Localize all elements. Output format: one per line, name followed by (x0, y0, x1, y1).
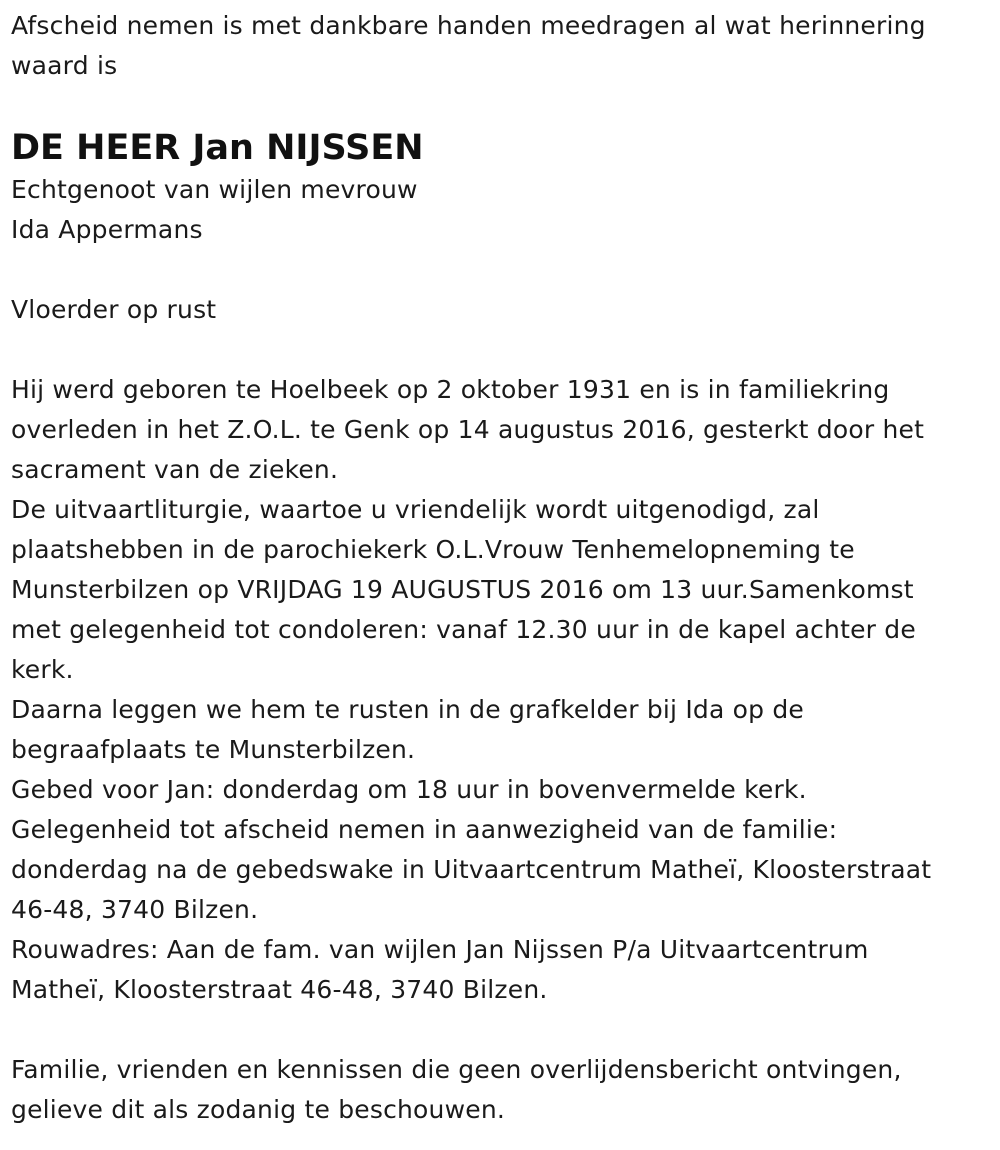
spouse-line-1: Echtgenoot van wijlen mevrouw (11, 175, 418, 204)
intro-quote-line-1: Afscheid nemen is met dankbare handen meedragen al wat herinnering (11, 11, 926, 40)
spacer (11, 250, 991, 290)
obituary-notice (11, 6, 991, 1130)
body-line: donderdag na de gebedswake in Uitvaartcentrum Matheï, Kloosterstraat (11, 855, 932, 884)
body-line: Daarna leggen we hem te rusten in de grafkelder bij Ida op de (11, 695, 804, 724)
closing-line-2: gelieve dit als zodanig te beschouwen. (11, 1095, 506, 1124)
body-text (11, 370, 991, 1010)
body-line: Munsterbilzen op VRIJDAG 19 AUGUSTUS 2016 om 13 uur.Samenkomst (11, 575, 914, 604)
body-line: met gelegenheid tot condoleren: vanaf 12.30 uur in de kapel achter de (11, 615, 916, 644)
body-line: Hij werd geboren te Hoelbeek op 2 oktober 1931 en is in familiekring (11, 375, 890, 404)
body-line: Gelegenheid tot afscheid nemen in aanwezigheid van de familie: (11, 815, 838, 844)
body-line: Rouwadres: Aan de fam. van wijlen Jan Nijssen P/a Uitvaartcentrum (11, 935, 869, 964)
body-line: overleden in het Z.O.L. te Genk op 14 augustus 2016, gesterkt door het (11, 415, 925, 444)
body-line: 46-48, 3740 Bilzen. (11, 895, 259, 924)
body-line: Matheï, Kloosterstraat 46-48, 3740 Bilzen. (11, 975, 548, 1004)
body-line: plaatshebben in de parochiekerk O.L.Vrouw Tenhemelopneming te (11, 535, 855, 564)
body-line: De uitvaartliturgie, waartoe u vriendelijk wordt uitgenodigd, zal (11, 495, 820, 524)
spouse-line-2: Ida Appermans (11, 215, 203, 244)
spacer (11, 1010, 991, 1050)
body-line: sacrament van de zieken. (11, 455, 339, 484)
intro-quote-line-2: waard is (11, 51, 118, 80)
spacer (11, 330, 991, 370)
closing-line-1: Familie, vrienden en kennissen die geen overlijdensbericht ontvingen, (11, 1055, 902, 1084)
intro-quote (11, 6, 991, 86)
body-line: begraafplaats te Munsterbilzen. (11, 735, 416, 764)
deceased-name: DE HEER Jan NIJSSEN (11, 128, 424, 168)
spouse-info (11, 170, 991, 250)
association-text: Vloerder op rust (11, 295, 217, 324)
closing-text (11, 1050, 991, 1130)
body-line: kerk. (11, 655, 74, 684)
body-line: Gebed voor Jan: donderdag om 18 uur in bovenvermelde kerk. (11, 775, 807, 804)
